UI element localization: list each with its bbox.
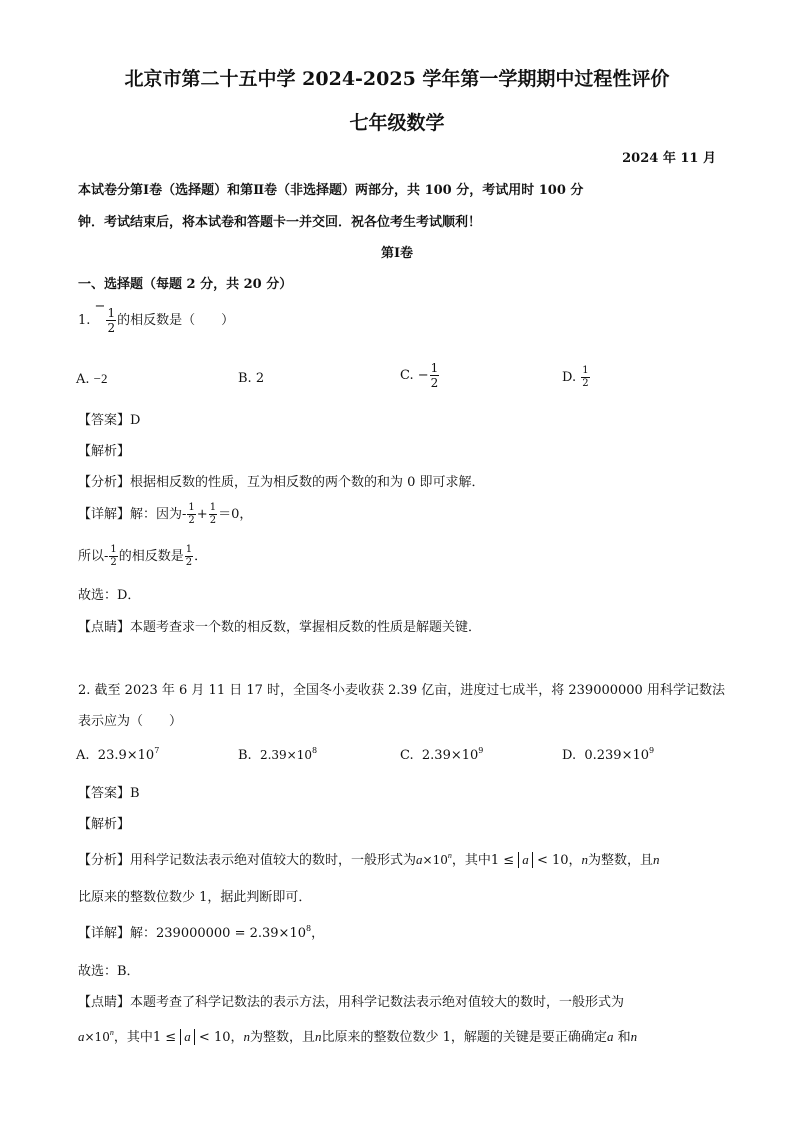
intro-line-1: 本试卷分第Ⅰ卷（选择题）和第Ⅱ卷（非选择题）两部分，共 100 分，考试用时 100 分 [78, 183, 584, 198]
choice-1: 故选：D． [78, 588, 141, 603]
option-d: D. $0.239\times 10^9$ [562, 746, 655, 763]
analysis-tag-2: 【解析】 [78, 817, 131, 832]
question-number: 1. [78, 313, 91, 328]
analysis-2-line-1: 【分析】用科学记数法表示绝对值较大的数时，一般形式为$a\times 10^n$，其中1 ≤ a < 10，n为整数，且n [78, 851, 660, 868]
option-a: A. $23.9\times 10^7$ [76, 746, 160, 763]
exam-date: 2024 年 11 月 [622, 151, 716, 166]
detail-2: 【详解】解：$239000000 = 2.39\times 10^8$， [78, 924, 325, 941]
option-d: D. $\frac{1}{2}$ [562, 365, 589, 389]
comment-2-line-2: $a\times 10^n$，其中1 ≤ a < 10，n为整数，且n比原来的整数位数少 1，解题的关键是要正确确定a 和n [78, 1028, 638, 1045]
choice-2: 故选：B． [78, 964, 140, 979]
question-2-stem-line-2: 表示应为（ ） [78, 714, 183, 729]
option-c: C. − $\frac{1}{2}$ [400, 361, 439, 390]
option-b: B. $2.39\times 10^8$ [238, 746, 318, 763]
comment-2-line-1: 【点睛】本题考查了科学记数法的表示方法，用科学记数法表示绝对值较大的数时，一般形式为 [78, 995, 625, 1010]
option-a: A. −2 [76, 371, 108, 387]
exam-subtitle: 七年级数学 [349, 112, 445, 134]
section-heading: 一、选择题（每题 2 分，共 20 分） [78, 277, 293, 292]
option-c: C. $2.39\times 10^9$ [400, 746, 484, 763]
question-text: 的相反数是（ ） [117, 313, 235, 328]
analysis-tag-1: 【解析】 [78, 444, 131, 459]
intro-line-2: 钟．考试结束后，将本试卷和答题卡一并交回．祝各位考生考试顺利！ [78, 215, 482, 230]
answer-2: 【答案】B [78, 786, 140, 801]
conclusion-1: 所以- $\frac{1}{2}$ 的相反数是 $\frac{1}{2}$ ． [78, 544, 208, 568]
detail-1: 【详解】解：因为- $\frac{1}{2}$ + $\frac{1}{2}$ ＝0， [78, 502, 253, 526]
comment-1: 【点睛】本题考查求一个数的相反数，掌握相反数的性质是解题关键． [78, 620, 482, 635]
option-b: B. 2 [238, 371, 265, 386]
question-1-stem [78, 299, 235, 335]
analysis-2-line-2: 比原来的整数位数少 1，据此判断即可． [78, 890, 312, 905]
analysis-1: 【分析】根据相反数的性质，互为相反数的两个数的和为 0 即可求解． [78, 475, 485, 490]
frac-sign: − [94, 299, 106, 314]
answer-1: 【答案】D [78, 413, 141, 428]
volume-heading: 第Ⅰ卷 [380, 246, 414, 261]
exam-title: 北京市第二十五中学 2024-2025 学年第一学期期中过程性评价 [124, 68, 670, 90]
fraction: $\frac{1}{2}$ [107, 306, 116, 335]
question-2-stem-line-1: 2. 截至 2023 年 6 月 11 日 17 时，全国冬小麦收获 2.39 亿亩，进度过七成半，将 239000000 用科学记数法 [78, 683, 725, 698]
